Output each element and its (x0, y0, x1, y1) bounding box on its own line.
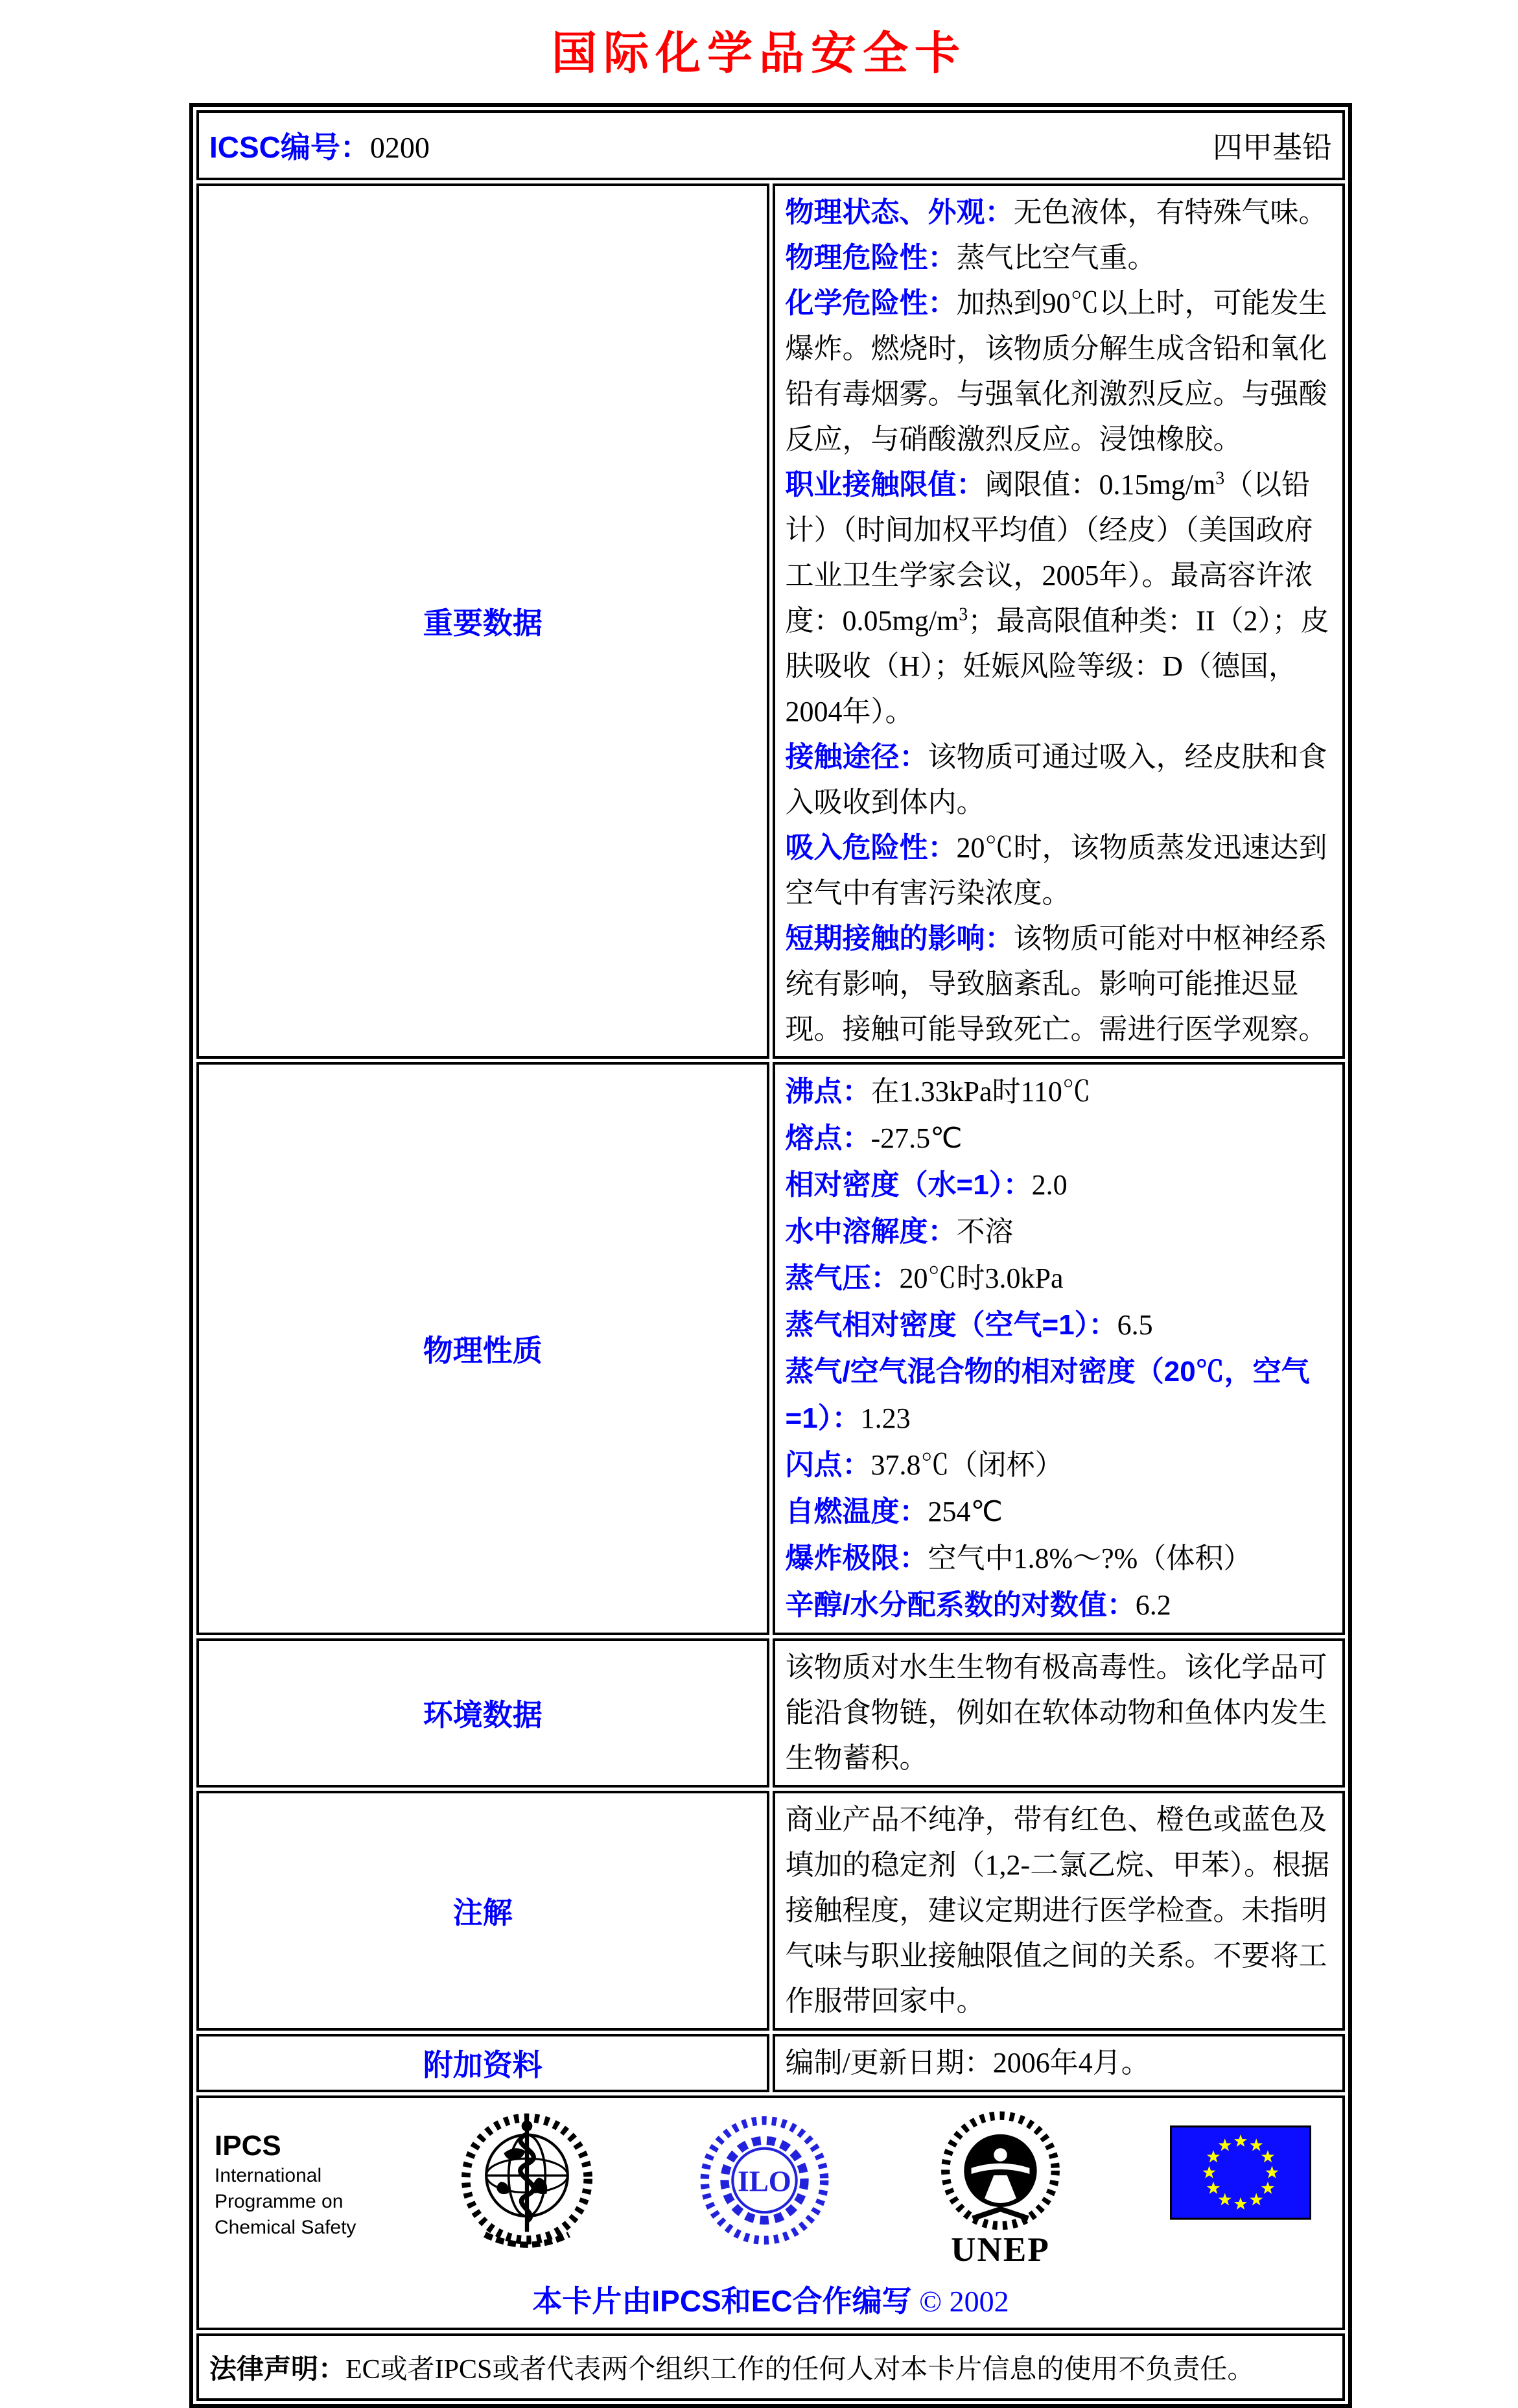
notes-text: 商业产品不纯净，带有红色、橙色或蓝色及填加的稳定剂（1,2-二氯乙烷、甲苯）。根据接触程度，建议定期进行医学检查。未指明气味与职业接触限值之间的关系。不要将工作服带回家中。 (785, 1804, 1330, 2017)
legal-row (196, 2333, 1345, 2401)
icsc-number-group (209, 124, 430, 167)
unep-logo-icon (934, 2111, 1067, 2274)
melting-point: 熔点：-27.5℃ (785, 1122, 963, 1154)
explosive-limits: 爆炸极限：空气中1.8%～?%（体积） (785, 1542, 1252, 1574)
chemical-name: 四甲基铅 (1213, 131, 1332, 164)
vapour-air-mixture-density: 蒸气/空气混合物的相对密度（20℃，空气=1）：1.23 (785, 1356, 1310, 1434)
legal-label: 法律声明： (209, 2354, 346, 2384)
header-row (196, 110, 1345, 180)
section-label-important-data: 重要数据 (196, 183, 769, 1059)
important-data-row (196, 183, 1345, 1059)
section-label-notes: 注解 (196, 1791, 769, 2031)
octanol-water-partition: 辛醇/水分配系数的对数值：6.2 (785, 1589, 1171, 1621)
inhalation-risk: 吸入危险性：20℃时，该物质蒸发迅速达到空气中有害污染浓度。 (785, 832, 1327, 909)
footer-copyright: © 2002 (919, 2285, 1009, 2318)
autoignition-temperature: 自燃温度：254℃ (785, 1496, 1003, 1528)
notes-content (773, 1791, 1346, 2031)
section-label-environmental-data: 环境数据 (196, 1638, 769, 1788)
ipcs-text-block (215, 2111, 356, 2241)
routes-of-exposure: 接触途径：该物质可通过吸入，经皮肤和食入吸收到体内。 (785, 741, 1327, 818)
footer-caption-text: 本卡片由IPCS和EC合作编写 (532, 2284, 912, 2318)
vapour-relative-density: 蒸气相对密度（空气=1）：6.5 (785, 1309, 1153, 1341)
chemical-hazards: 化学危险性：加热到90℃以上时，可能发生爆炸。燃烧时，该物质分解生成含铅和氧化铅有毒烟雾。与强氧化剂激烈反应。与强酸反应，与硝酸激烈反应。浸蚀橡胶。 (785, 287, 1327, 455)
physical-properties-row (196, 1062, 1345, 1635)
legal-cell (196, 2333, 1345, 2401)
svg-text:ILO: ILO (738, 2165, 792, 2198)
environmental-data-content (773, 1638, 1346, 1788)
relative-density: 相对密度（水=1）：2.0 (785, 1169, 1068, 1201)
section-label-physical-properties: 物理性质 (196, 1062, 769, 1635)
ipcs-line-3: Chemical Safety (215, 2217, 356, 2238)
footer-caption (212, 2280, 1329, 2322)
environmental-data-row (196, 1638, 1345, 1788)
flash-point: 闪点：37.8℃（闭杯） (785, 1449, 1064, 1481)
additional-info-text: 编制/更新日期：2006年4月。 (785, 2047, 1150, 2079)
water-solubility: 水中溶解度：不溶 (785, 1216, 1014, 1247)
occupational-exposure-limits: 职业接触限值：阈限值：$0.15mg/m^3$（以铅计）（时间加权平均值）（经皮）（美国政府工业卫生学家会议，2005年）。最高容许浓度：$0.05mg/m^3$；最高限值种类：II（2）；皮肤吸收（H）；妊娠风险等级：D（德国，2004年）。 (785, 468, 1329, 727)
ilo-logo-icon (698, 2111, 831, 2261)
physical-state-appearance: 物理状态、外观：无色液体，有特殊气味。 (785, 196, 1327, 228)
eu-flag-icon (1170, 2111, 1311, 2227)
additional-info-row (196, 2034, 1345, 2092)
ipcs-line-2: Programme on (215, 2191, 344, 2212)
icsc-number-value: 0200 (369, 131, 430, 164)
section-label-additional-info: 附加资料 (196, 2034, 769, 2092)
header-cell (196, 110, 1345, 180)
environmental-data-text: 该物质对水生生物有极高毒性。该化学品可能沿食物链，例如在软体动物和鱼体内发生生物蓄积。 (785, 1651, 1327, 1774)
physical-hazards: 物理危险性：蒸气比空气重。 (785, 242, 1156, 274)
page-title: 国际化学品安全卡 (552, 28, 966, 78)
logos-row (196, 2095, 1345, 2330)
short-term-exposure-effects: 短期接触的影响：该物质可能对中枢神经系统有影响，导致脑紊乱。影响可能推迟显现。接触可能导致死亡。需进行医学观察。 (785, 923, 1327, 1045)
important-data-content (773, 183, 1346, 1059)
vapour-pressure: 蒸气压：20℃时3.0kPa (785, 1262, 1064, 1294)
physical-properties-content (773, 1062, 1346, 1635)
superscript: 3 (1215, 468, 1225, 489)
superscript: 3 (959, 604, 968, 625)
boiling-point: 沸点：在1.33kPa时110℃ (785, 1076, 1091, 1107)
additional-info-content (773, 2034, 1346, 2092)
icsc-number-label: ICSC编号： (209, 130, 370, 164)
svg-text:UNEP: UNEP (951, 2230, 1050, 2267)
logos-strip (212, 2107, 1329, 2274)
logos-cell (196, 2095, 1345, 2330)
ipcs-title: IPCS (215, 2130, 281, 2162)
ipcs-line-1: International (215, 2165, 322, 2186)
legal-text: EC或者IPCS或者代表两个组织工作的任何人对本卡片信息的使用不负责任。 (345, 2355, 1255, 2385)
icsc-card-table (189, 103, 1352, 2408)
who-logo-icon (459, 2111, 595, 2264)
notes-row (196, 1791, 1345, 2031)
